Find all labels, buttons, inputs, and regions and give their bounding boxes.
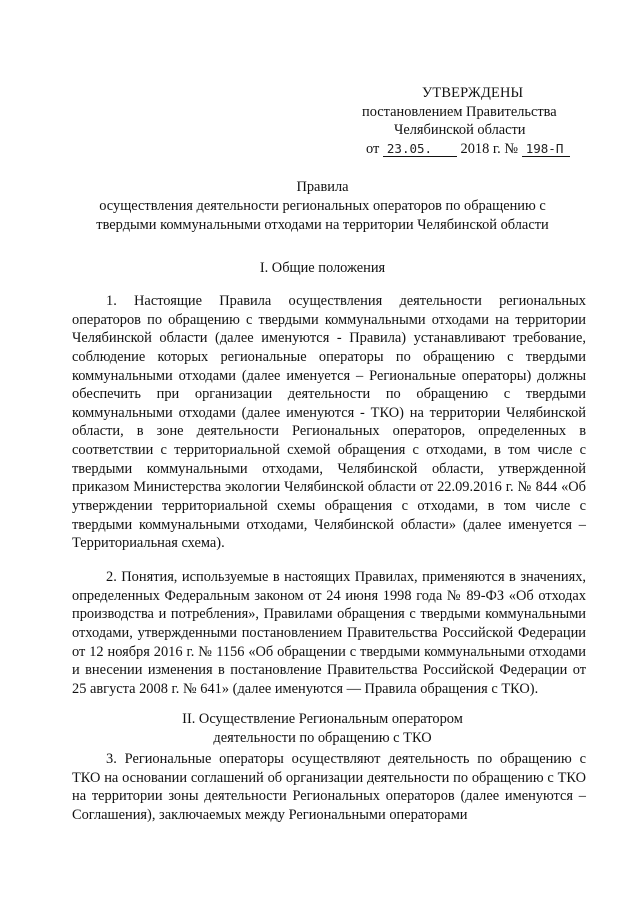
title-line-3: твердыми коммунальными отходами на территории Челябинской области [96, 217, 549, 233]
approval-region: Челябинской области [394, 122, 526, 138]
approval-issuer: постановлением Правительства [362, 103, 557, 120]
section-2-line-2: деятельности по обращению с ТКО [213, 729, 432, 746]
title-line-2: осуществления деятельности региональных операторов по обращению с [99, 198, 546, 214]
date-prefix: от [366, 140, 380, 157]
section-heading-1: I. Общие положения [259, 260, 386, 276]
approval-heading: УТВЕРЖДЕНЫ [422, 85, 524, 101]
approval-stamp [360, 84, 610, 158]
paragraph-1: 1. Настоящие Правила осуществления деятельности региональных операторов по обращению с твердыми коммунальными отходами на территории Челябинской области (далее именуются - Правила) устанавливают требование, соблюдение которых региональные операторы по обращению с твердыми коммунальными отходами (далее именуется – Региональные операторы) должны обеспечить при организации деятельности по обращению с твердыми коммунальными отходами (далее именуются - ТКО) на территории Челябинской области, в зоне деятельности Региональных операторов, определенных в соответствии с территориальной схемой обращения с отходами, в том числе с твердыми коммунальными отходами, Челябинской области, утвержденной приказом Министерства экологии Челябинской области от 22.09.2016 г. № 844 «Об утверждении территориальной схемы обращения с отходами, в том числе с твердыми коммунальными отходами, Челябинской области» (далее именуется – Территориальная схема). [72, 293, 586, 552]
section-2-line-1: II. Осуществление Региональным оператором [182, 711, 463, 727]
year-text: 2018 г. № [460, 140, 519, 157]
paragraph-2: 2. Понятия, используемые в настоящих Правилах, применяются в значениях, определенных Федеральным законом от 24 июня 1998 года № 89-ФЗ «Об отходах производства и потребления», Правилами обращения с твердыми коммунальными отходами, утвержденными постановлением Правительства Российской Федерации от 12 ноября 2016 г. № 1156 «Об обращении с твердыми коммунальными отходами и внесении изменения в постановление Правительства Российской Федерации от 25 августа 2008 г. № 641» (далее именуются — Правила обращения с ТКО). [72, 569, 586, 697]
approval-date-line [360, 140, 610, 159]
document-title [60, 178, 585, 235]
paragraph-3: 3. Региональные операторы осуществляют деятельность по обращению с ТКО на основании соглашений об организации деятельности по обращению с ТКО на территории зоны деятельности Региональных операторов (далее именуются – Соглашения), заключаемых между Региональными операторами [72, 751, 586, 823]
title-line-1: Правила [296, 179, 349, 195]
handwritten-number: 198-П [522, 142, 570, 157]
section-heading-2 [60, 710, 585, 747]
handwritten-date: 23.05. [383, 142, 457, 157]
